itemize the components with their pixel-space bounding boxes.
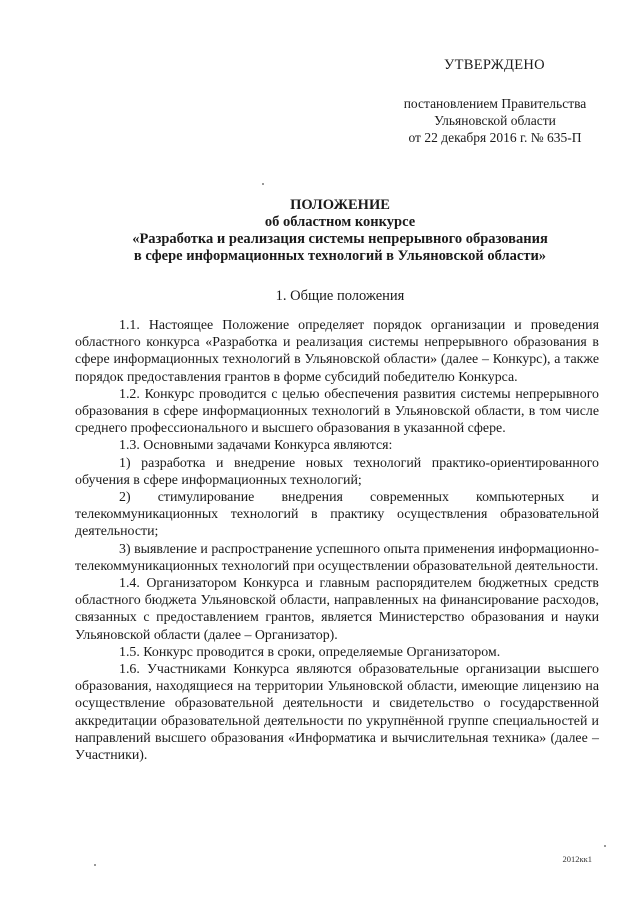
paragraph: 1.2. Конкурс проводится с целью обеспечения развития системы непрерывного образования в сфере информационных технологий в Ульяновской области, в том числе среднего профессионального и высшего образования в указанной сфере. xyxy=(75,386,599,437)
paragraph: 1.5. Конкурс проводится в сроки, определяемые Организатором. xyxy=(119,644,501,660)
section-heading: 1. Общие положения xyxy=(275,288,405,304)
resolution-line: Ульяновской области xyxy=(434,113,556,128)
paragraph: 2) стимулирование внедрения современных компьютерных и телекоммуникационных технологий в практику осуществления образовательной деятельности; xyxy=(75,490,599,540)
footer-code: 2012кк1 xyxy=(562,854,592,864)
paragraph: 3) выявление и распространение успешного опыта применения информационно-телекоммуникационных технологий при осуществлении образовательной деятельности. xyxy=(75,541,599,574)
title-line: об областном конкурсе xyxy=(264,214,416,230)
paragraph: 1) разработка и внедрение новых технологий практико-ориентированного обучения в сфере информационных технологий; xyxy=(75,455,599,488)
approval-stamp: УТВЕРЖДЕНО xyxy=(444,57,545,73)
paragraph: 1.3. Основными задачами Конкурса являются: xyxy=(119,438,393,454)
paragraph: 1.6. Участниками Конкурса являются образовательные организации высшего образования, находящиеся на территории Ульяновской области, имеющие лицензию на осуществление образовательной деятельности и свидетельство о государственной аккредитации образовательной деятельности по укрупнённой группе специальностей и направлений высшего образования «Информатика и вычислительная техника» (далее – Участники). xyxy=(75,662,599,764)
document-title xyxy=(80,197,600,265)
scan-speck xyxy=(604,845,606,847)
paragraph: 1.1. Настоящее Положение определяет порядок организации и проведения областного конкурса «Разработка и реализация системы непрерывного образования в сфере информационных технологий в Ульяновской области» (далее – Конкурс), а также порядок предоставления грантов в форме субсидий победителю Конкурса. xyxy=(75,318,599,385)
scan-speck xyxy=(94,864,96,866)
resolution-line: постановлением Правительства xyxy=(403,96,587,111)
resolution-reference xyxy=(380,95,610,146)
document-body xyxy=(75,317,599,764)
paragraph: 1.4. Организатором Конкурса и главным распорядителем бюджетных средств областного бюджета Ульяновской области, направленных на финансирование расходов, связанных с предоставлением грантов, является Министерство образования и науки Ульяновской области (далее – Организатор). xyxy=(75,576,599,643)
title-line: ПОЛОЖЕНИЕ xyxy=(290,197,390,213)
resolution-line: от 22 декабря 2016 г. № 635-П xyxy=(408,130,582,145)
title-line: в сфере информационных технологий в Ульяновской области» xyxy=(133,248,547,264)
scan-speck xyxy=(262,183,264,185)
title-line: «Разработка и реализация системы непрерывного образования xyxy=(132,231,548,247)
